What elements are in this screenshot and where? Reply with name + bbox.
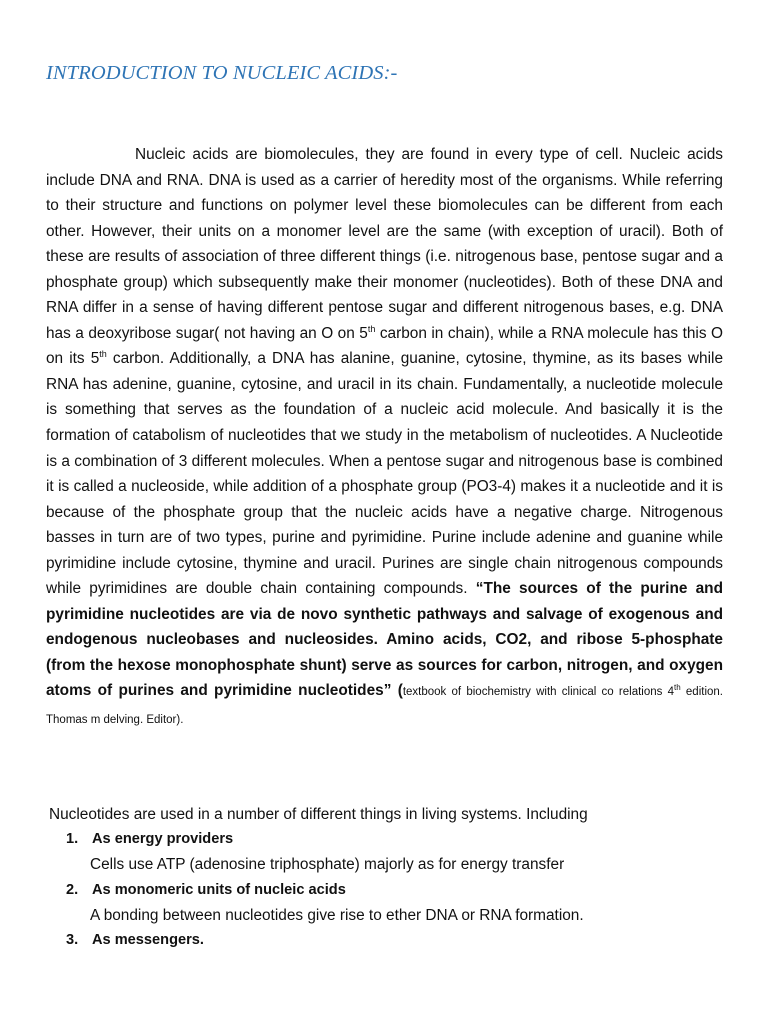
superscript: th: [674, 683, 681, 693]
list-number: 2.: [66, 881, 79, 898]
intro-paragraph: [46, 142, 723, 734]
citation-text: textbook of biochemistry with clinical co relations 4: [402, 686, 675, 699]
paragraph-text: carbon in chain), while a RNA molecule has this O on its 5: [46, 324, 723, 368]
list-item-title: As monomeric units of nucleic acids: [92, 881, 346, 898]
page-title: INTRODUCTION TO NUCLEIC ACIDS:-: [46, 62, 398, 84]
superscript: th: [367, 323, 376, 334]
list-number: 1.: [66, 831, 79, 847]
list-item-title: As energy providers: [92, 831, 234, 847]
list-item: [66, 827, 746, 878]
list-item: [66, 878, 746, 929]
uses-intro: Nucleotides are used in a number of different things in living systems. Including: [49, 806, 588, 823]
list-item-heading: [66, 878, 746, 903]
list-item-description: Cells use ATP (adenosine triphosphate) majorly as for energy transfer: [90, 856, 565, 873]
bold-quote: “The sources of the purine and pyrimidine nucleotides are via de novo synthetic pathways and salvage of exogenous and endogenous nucleobases and nucleosides. Amino acids, CO2, and ribose 5-phosphate (from the hexose monophosphate shunt) serve as sources for carbon, nitrogen, and oxygen atoms of purines and pyrimidine nucleotides” (: [46, 580, 723, 700]
list-item-heading: [66, 827, 746, 852]
list-item-title: As messengers.: [92, 932, 204, 948]
paragraph-text: Nucleic acids are biomolecules, they are found in every type of cell. Nucleic acids include DNA and RNA. DNA is used as a carrier of heredity most of the organisms. While referring to their structure and functions on polymer level these biomolecules can be different from each other. However, their units on a monomer level are the same (with exception of uracil). Both of these are results of association of three different things (i.e. nitrogenous base, pentose sugar and a phosphate group) which subsequently make their monomer (nucleotides). Both of these DNA and RNA differ in a sense of having different pentose sugar and different nitrogenous bases, e.g. DNA has a deoxyribose sugar( not having an O on 5: [46, 146, 723, 342]
uses-list: [66, 827, 746, 953]
paragraph-text: carbon. Additionally, a DNA has alanine, guanine, cytosine, thymine, as its bases while RNA has adenine, guanine, cytosine, and uracil in its chain. Fundamentally, a nucleotide molecule is something that serves as the foundation of a nucleic acid molecule. And basically it is the formation of catabolism of nucleotides that we study in the metabolism of nucleotides. A Nucleotide is a combination of 3 different molecules. When a pentose sugar and nitrogenous base is combined it is called a nucleoside, while addition of a phosphate group (PO3-4) makes it a nucleotide and it is because of the phosphate group that the nucleic acids have a negative charge. Nitrogenous basses in turn are of two types, purine and pyrimidine. Purine include adenine and guanine while pyrimidine include cytosine, thymine and uracil. Purines are single chain nitrogenous compounds while pyrimidines are double chain containing compounds.: [46, 350, 724, 598]
list-item: [66, 928, 746, 953]
superscript: th: [99, 349, 107, 360]
list-item-heading: [66, 928, 746, 953]
list-item-description: A bonding between nucleotides give rise to ether DNA or RNA formation.: [90, 906, 584, 924]
citation-text: edition. Thomas m delving. Editor).: [46, 686, 723, 727]
list-number: 3.: [66, 932, 79, 948]
